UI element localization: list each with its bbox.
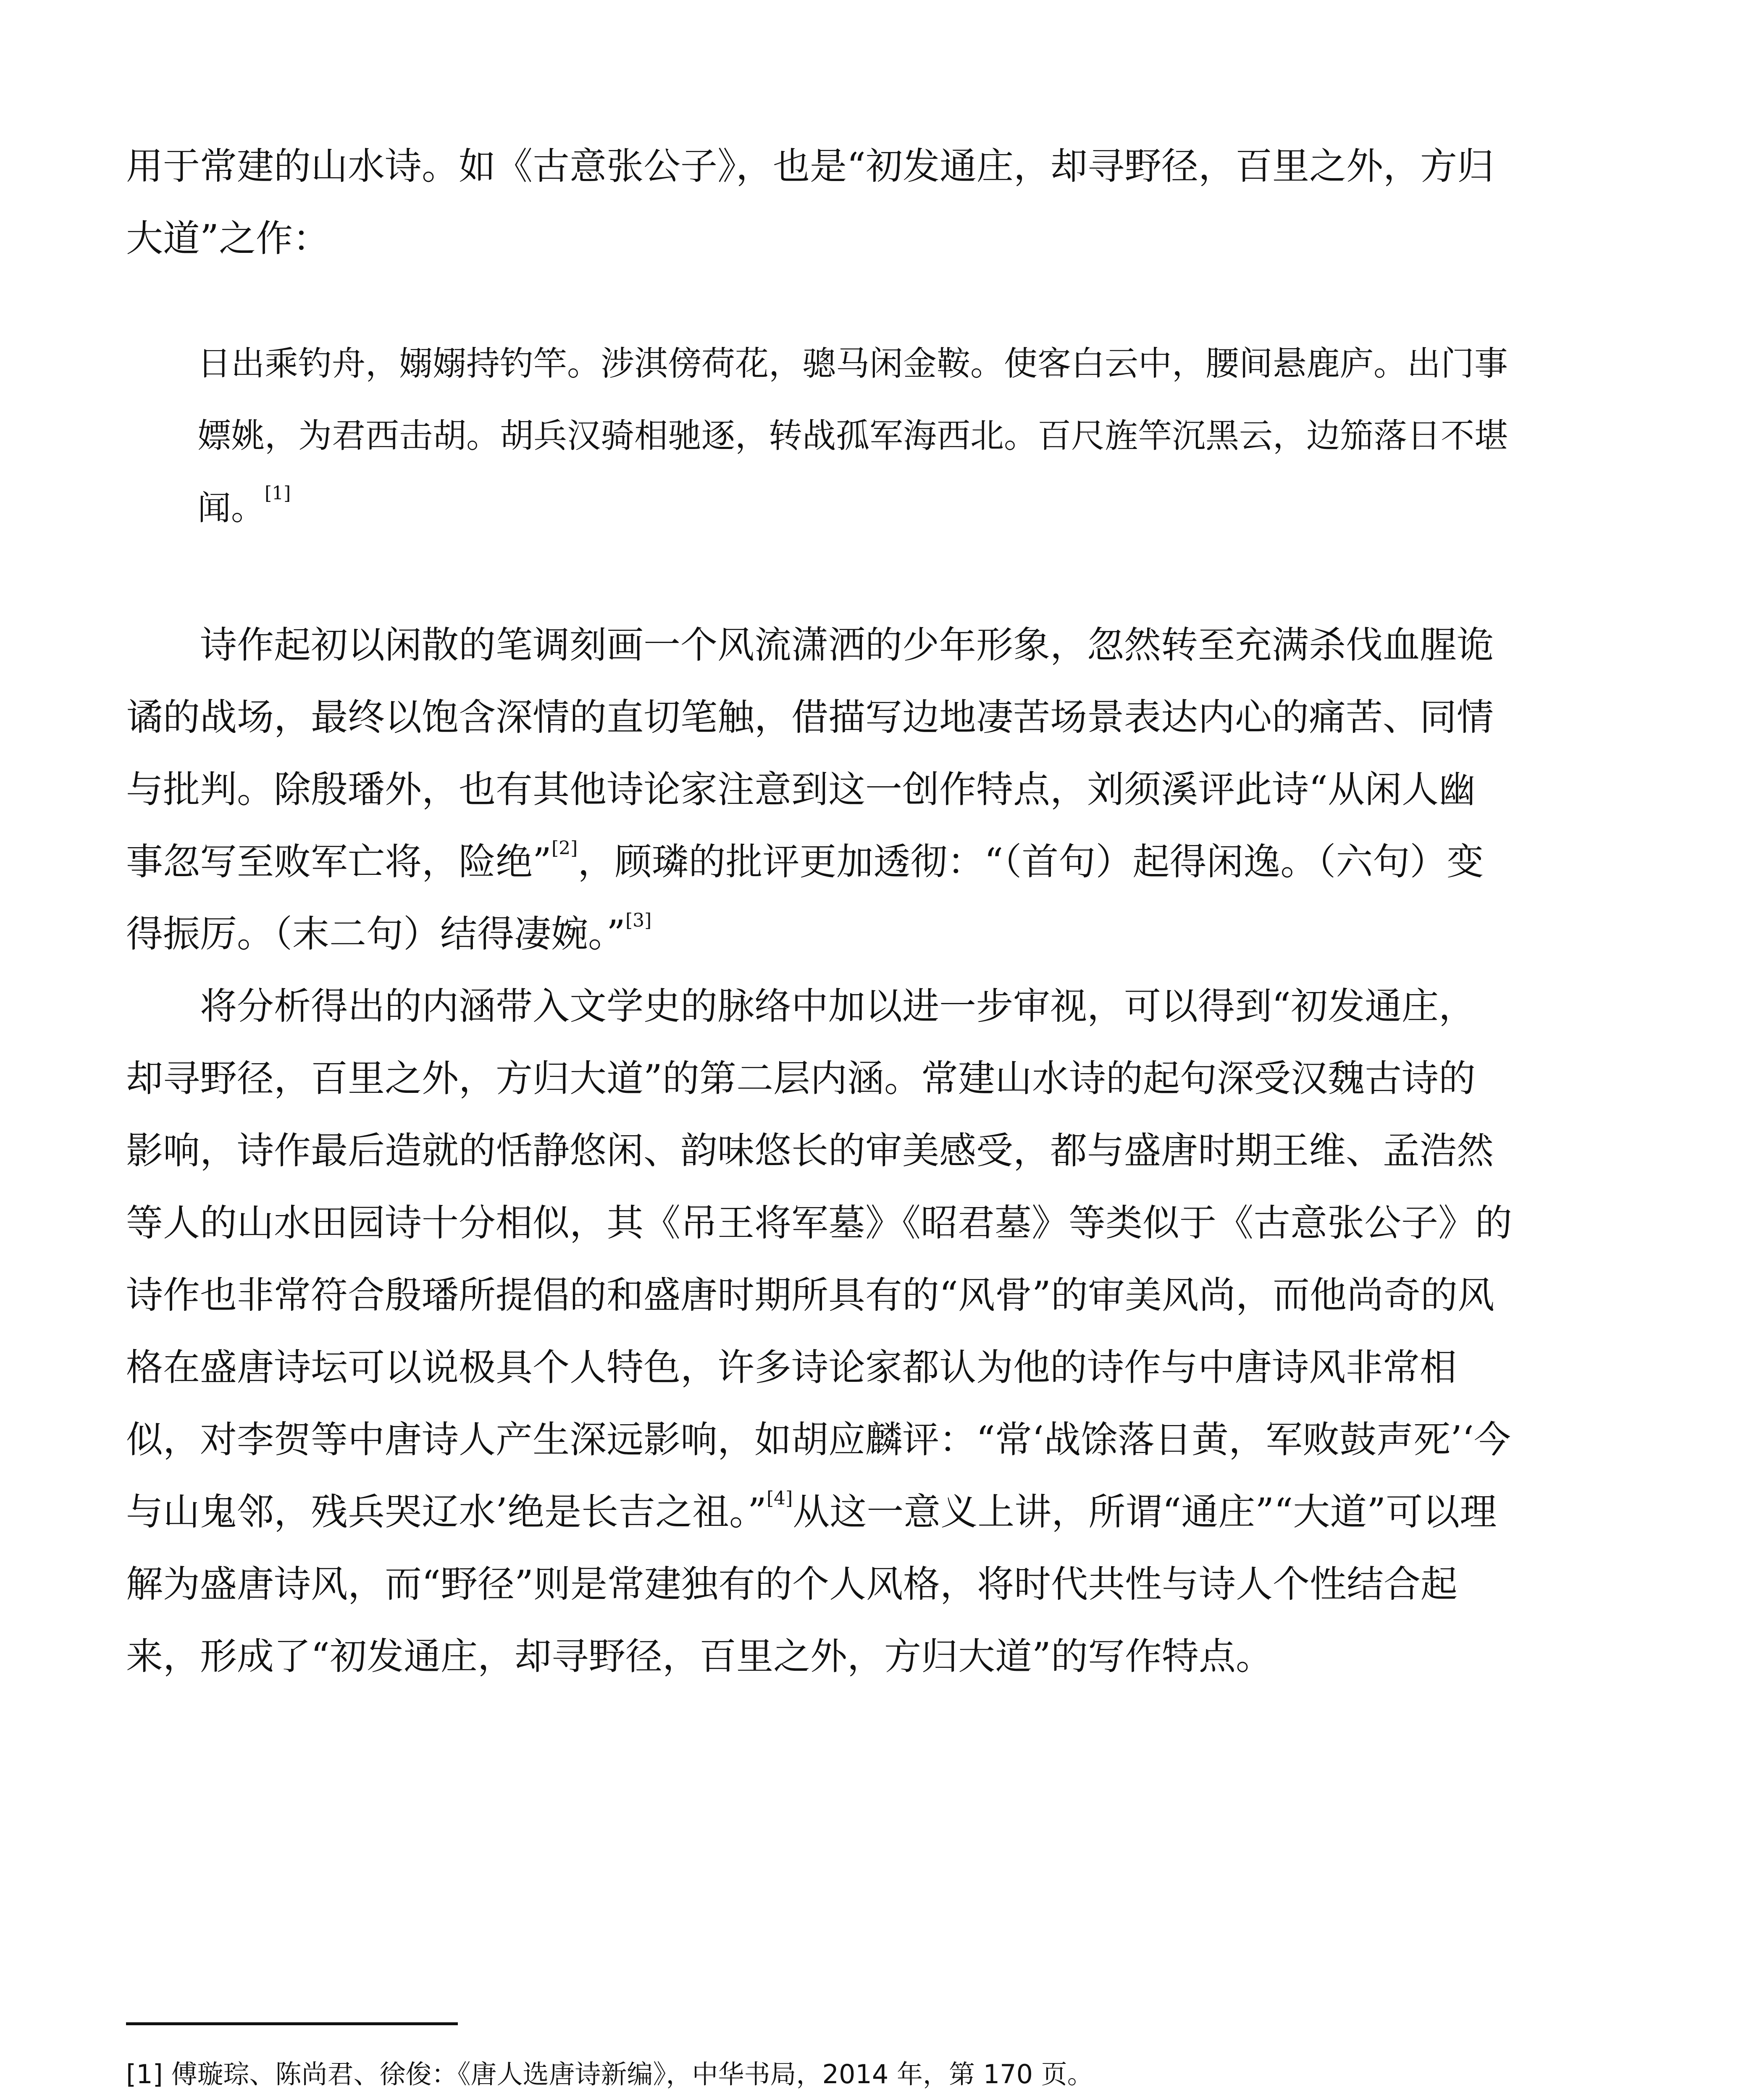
body1-text-a: 诗作起初以闲散的笔调刻画一个风流潇洒的少年形象，忽然转至充满杀伐血腥诡谲的战场，最终以饱含深情的直切笔触，借描写边地凄苦场景表达内心的痛苦、同情与批判。除殷璠外，也有其他诗论家注意到这一创作特点，刘须溪评此诗“从闲人幽事忽写至败军亡将，险绝”	[126, 623, 1494, 883]
poem-quote	[197, 328, 1512, 544]
body2-text-b: 从这一意义上讲，所谓“通庄”“大道”可以理解为盛唐诗风，而“野径”则是常建独有的个人风格，将时代共性与诗人个性结合起来，形成了“初发通庄，却寻野径，百里之外，方归大道”的写作特点。	[126, 1490, 1497, 1678]
footnote-divider	[126, 2022, 458, 2025]
body1-text-b: ，顾璘的批评更加透彻：“（首句）起得闲逸。（六句）变得振厉。（末二句）结得凄婉。”	[126, 840, 1484, 956]
footnote-ref-3: [3]	[625, 910, 652, 931]
footnote-ref-4: [4]	[766, 1488, 793, 1509]
poem-text: 日出乘钓舟，嫋嫋持钓竿。涉淇傍荷花，骢马闲金鞍。使客白云中，腰间悬鹿庐。出门事嫖姚，为君西击胡。胡兵汉骑相驰逐，转战孤军海西北。百尺旌竿沉黑云，边笳落日不堪闻。	[197, 344, 1508, 528]
footnote-1: [1] 傅璇琮、陈尚君、徐俊：《唐人选唐诗新编》，中华书局，2014 年，第 170 页。	[126, 2059, 1093, 2090]
intro-paragraph: 用于常建的山水诗。如《古意张公子》，也是“初发通庄，却寻野径，百里之外，方归大道”之作：	[126, 144, 1494, 260]
footnote-ref-2: [2]	[552, 837, 578, 859]
body-paragraph-1	[126, 609, 1512, 970]
body-paragraph-2	[126, 970, 1512, 1693]
body2-text-a: 将分析得出的内涵带入文学史的脉络中加以进一步审视，可以得到“初发通庄，却寻野径，百里之外，方归大道”的第二层内涵。常建山水诗的起句深受汉魏古诗的影响，诗作最后造就的恬静悠闲、韵味悠长的审美感受，都与盛唐时期王维、孟浩然等人的山水田园诗十分相似，其《吊王将军墓》《昭君墓》等类似于《古意张公子》的诗作也非常符合殷璠所提倡的和盛唐时期所具有的“风骨”的审美风尚，而他尚奇的风格在盛唐诗坛可以说极具个人特色，许多诗论家都认为他的诗作与中唐诗风非常相似，对李贺等中唐诗人产生深远影响，如胡应麟评：“常‘战馀落日黄，军败鼓声死’‘今与山鬼邻，残兵哭辽水’绝是长吉之祖。”	[126, 984, 1513, 1533]
footnotes	[126, 2050, 1512, 2100]
footnote-ref-1: [1]	[265, 483, 291, 504]
